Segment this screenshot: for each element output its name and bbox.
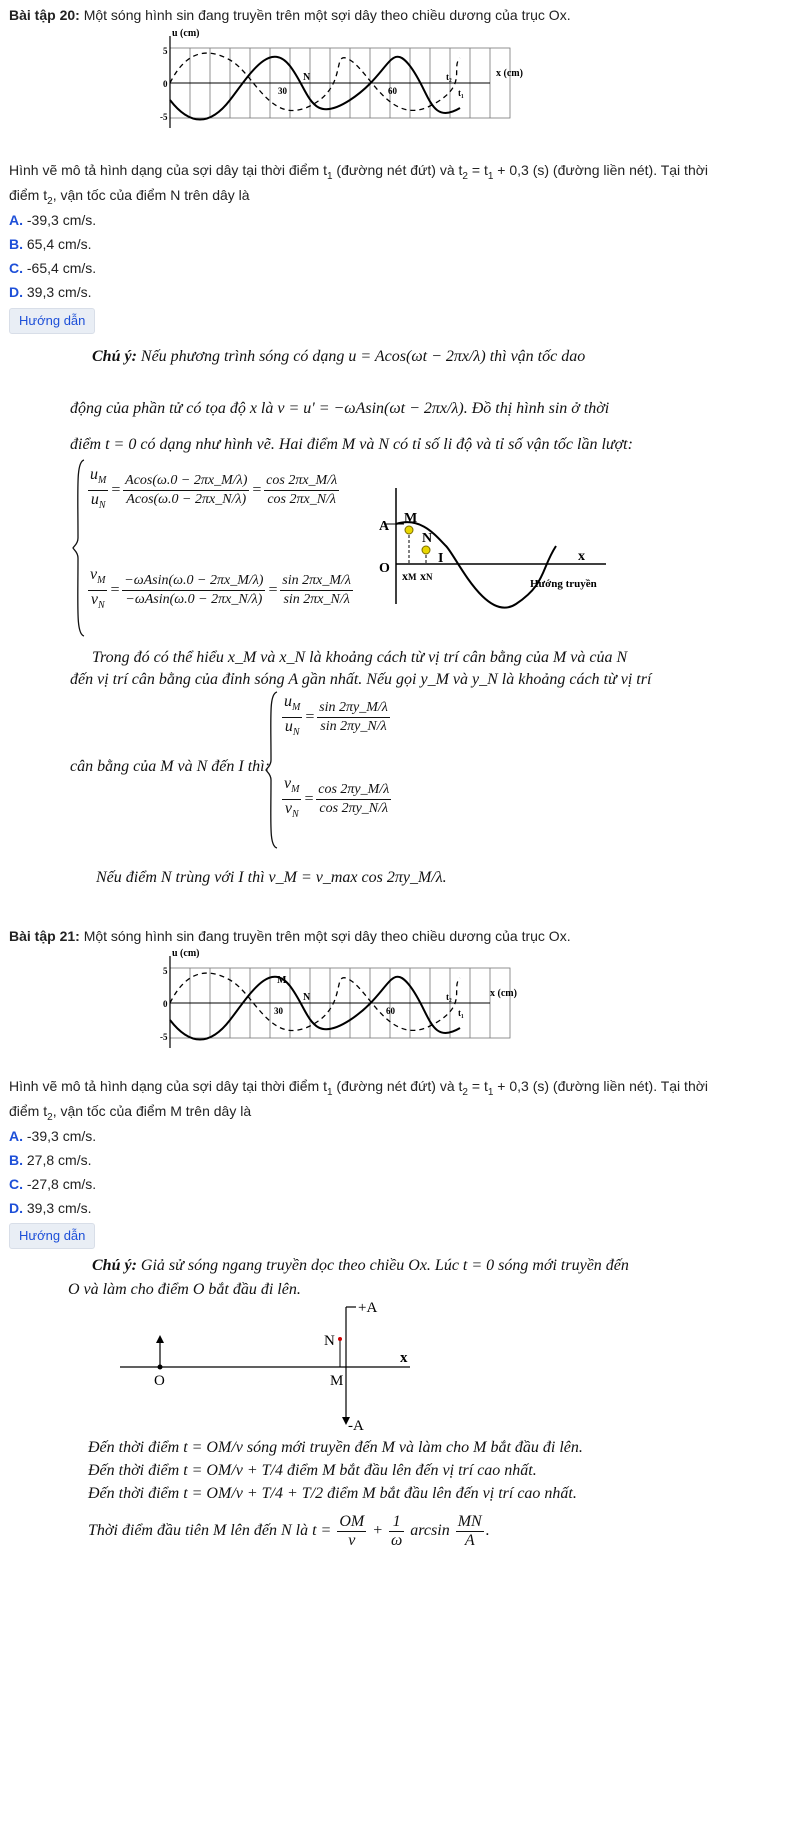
label-n: N bbox=[422, 531, 433, 546]
ex20-title: Bài tập 20: bbox=[9, 7, 80, 23]
sol20-line4: Trong đó có thể hiểu x_M và x_N là khoảng cách từ vị trí cân bằng của M và của N bbox=[92, 649, 628, 666]
x-label: x (cm) bbox=[496, 68, 523, 79]
label-minus-a: -A bbox=[348, 1418, 364, 1434]
sine-curve bbox=[396, 522, 556, 608]
solid-wave-t2 bbox=[170, 977, 460, 1040]
sol21-line1: Chú ý: Giả sử sóng ngang truyền dọc theo chiều Ox. Lúc t = 0 sóng mới truyền đến bbox=[92, 1257, 629, 1274]
sol21-figure bbox=[110, 1295, 430, 1435]
sol20-eq4: $\frac{v_M}{v_N}$ = $\frac{\cos 2\pi y\_M/\lambda}{\cos 2\pi y\_N/\lambda}$ bbox=[284, 775, 390, 821]
ex21-option-a[interactable]: A. -39,3 cm/s. bbox=[9, 1128, 97, 1144]
sol21-line2: O và làm cho điểm O bắt đầu đi lên. bbox=[68, 1281, 301, 1298]
tick-0: 0 bbox=[163, 999, 168, 1009]
ex20-option-c[interactable]: C. -65,4 cm/s. bbox=[9, 260, 97, 276]
sol20-line2: động của phần tử có tọa độ x là v = u' = −ωAsin(ωt − 2πx/λ). Đồ thị hình sin ở thời bbox=[70, 400, 610, 417]
sol20-line3: điểm t = 0 có dạng như hình vẽ. Hai điểm M và N có tỉ số li độ và tỉ số vận tốc lần lượt: bbox=[70, 436, 633, 453]
label-x: x bbox=[400, 1350, 408, 1366]
ex21-option-b[interactable]: B. 27,8 cm/s. bbox=[9, 1152, 92, 1168]
label-direction: Hướng truyền bbox=[530, 578, 597, 590]
label-a: A bbox=[379, 519, 390, 534]
t1-label: t₁ bbox=[458, 88, 464, 98]
label-i: I bbox=[438, 551, 444, 566]
tick-m5: -5 bbox=[160, 1032, 168, 1042]
ex20-question: Hình vẽ mô tả hình dạng của sợi dây tại thời điểm $t_1$ (đường nét đứt) và $t_2 = t_1 + 0,3$ (s) (đường liền nét). Tại thời bbox=[9, 162, 709, 182]
sol20-line7: Nếu điểm N trùng với I thì v_M = v_max cos 2πy_M/λ. bbox=[96, 869, 447, 886]
tick-0: 0 bbox=[163, 79, 168, 89]
ex20-hint-button[interactable]: Hướng dẫn bbox=[9, 308, 95, 334]
ex20-intro bbox=[9, 2, 790, 28]
sol21-line6: Thời điểm đầu tiên M lên đến N là t = $\frac{OM}{v}$ + $\frac{1}{\omega}$ arcsin $\frac{MN}{A}$ . bbox=[88, 1513, 490, 1549]
ex20-option-a[interactable]: A. -39,3 cm/s. bbox=[9, 212, 97, 228]
ex21-option-c[interactable]: C. -27,8 cm/s. bbox=[9, 1176, 97, 1192]
ex21-hint-button[interactable]: Hướng dẫn bbox=[9, 1223, 95, 1249]
tick-5: 5 bbox=[163, 46, 168, 56]
dashed-wave-t1 bbox=[170, 973, 460, 1030]
label-m: M bbox=[404, 511, 418, 526]
point-n-label: N bbox=[303, 992, 311, 1003]
sol20-brace2 bbox=[265, 690, 279, 850]
point-n bbox=[422, 546, 430, 554]
label-x: x bbox=[578, 549, 585, 564]
tick-60: 60 bbox=[388, 86, 397, 96]
ex21-option-d[interactable]: D. 39,3 cm/s. bbox=[9, 1200, 92, 1216]
ex21-wave-graph bbox=[160, 948, 530, 1054]
ex21-question-cont: điểm $t_2$, vận tốc của điểm M trên dây là bbox=[9, 1103, 252, 1123]
tick-60: 60 bbox=[386, 1006, 395, 1016]
ex20-option-d[interactable]: D. 39,3 cm/s. bbox=[9, 284, 92, 300]
sol20-line5: đến vị trí cân bằng của đỉnh sóng A gần nhất. Nếu gọi y_M và y_N là khoảng cách từ vị trí bbox=[70, 671, 652, 688]
label-m: M bbox=[330, 1373, 344, 1389]
x-label: x (cm) bbox=[490, 988, 517, 999]
ex21-intro bbox=[9, 923, 790, 949]
point-n bbox=[338, 1337, 342, 1341]
sol21-line5: Đến thời điểm t = OM/v + T/4 + T/2 điểm M bắt đầu lên đến vị trí cao nhất. bbox=[88, 1485, 577, 1502]
label-o: O bbox=[154, 1373, 165, 1389]
t2-label: t₂ bbox=[446, 992, 452, 1002]
tick-5: 5 bbox=[163, 966, 168, 976]
point-m bbox=[405, 526, 413, 534]
dashed-wave-t1 bbox=[170, 53, 460, 110]
u-label: u (cm) bbox=[172, 948, 200, 959]
ex20-question-cont: điểm $t_2$, vận tốc của điểm N trên dây là bbox=[9, 187, 250, 207]
sol20-eq1: $\frac{u_M}{u_N}$ = $\frac{Acos(\omega.0 - 2\pi x\_M/\lambda)}{Acos(\omega.0 - 2\pi x\_N/\lambda)}$ = $\frac{\cos 2\pi x\_M/\lambda}{\cos 2\pi x\_N/\lambda}$ bbox=[90, 466, 338, 512]
sol21-line4: Đến thời điểm t = OM/v + T/4 điểm M bắt đầu lên đến vị trí cao nhất. bbox=[88, 1462, 537, 1479]
ex21-title: Bài tập 21: bbox=[9, 928, 80, 944]
ex20-wave-graph bbox=[160, 28, 523, 134]
ex21-question: Hình vẽ mô tả hình dạng của sợi dây tại thời điểm $t_1$ (đường nét đứt) và $t_2 = t_1 + 0,3$ (s) (đường liền nét). Tại thời bbox=[9, 1078, 709, 1098]
ex21-intro-text: Một sóng hình sin đang truyền trên một sợi dây theo chiều dương của trục Ox. bbox=[79, 928, 571, 944]
t2-label: t₂ bbox=[446, 72, 452, 82]
tick-30: 30 bbox=[278, 86, 287, 96]
point-m-label: M bbox=[277, 975, 287, 986]
label-o: O bbox=[379, 561, 390, 576]
sol20-sine-figure bbox=[376, 484, 626, 614]
label-plus-a: +A bbox=[358, 1300, 378, 1316]
solid-wave-t2 bbox=[170, 57, 460, 120]
point-o bbox=[158, 1365, 163, 1370]
sol20-eq2: $\frac{v_M}{v_N}$ = $\frac{-\omega Asin(\omega.0 - 2\pi x\_M/\lambda)}{-\omega Asin(\omega.0 - 2\pi x\_N/\lambda)}$ = $\frac{\sin 2\pi x\_M/\lambda}{\sin 2\pi x\_N/\lambda}$ bbox=[90, 566, 351, 612]
sol21-line3: Đến thời điểm t = OM/v sóng mới truyền đến M và làm cho M bắt đầu đi lên. bbox=[88, 1439, 583, 1456]
ex20-intro-text: Một sóng hình sin đang truyền trên một sợi dây theo chiều dương của trục Ox. bbox=[79, 7, 571, 23]
tick-m5: -5 bbox=[160, 112, 168, 122]
sol20-eq3: $\frac{u_M}{u_N}$ = $\frac{\sin 2\pi y\_M/\lambda}{\sin 2\pi y\_N/\lambda}$ bbox=[284, 693, 388, 739]
sol20-line6: cân bằng của M và N đến I thì: bbox=[70, 758, 270, 775]
tick-30: 30 bbox=[274, 1006, 283, 1016]
ex20-option-b[interactable]: B. 65,4 cm/s. bbox=[9, 236, 92, 252]
point-n-label: N bbox=[303, 72, 311, 83]
sol20-line1: Chú ý: Nếu phương trình sóng có dạng u = Acos(ωt − 2πx/λ) thì vận tốc dao bbox=[92, 348, 586, 365]
t1-label: t₁ bbox=[458, 1008, 464, 1018]
label-xn: xN bbox=[420, 569, 433, 583]
u-label: u (cm) bbox=[172, 28, 200, 39]
label-xm: xM bbox=[402, 569, 417, 583]
sol20-brace bbox=[72, 458, 86, 638]
label-n: N bbox=[324, 1333, 335, 1349]
